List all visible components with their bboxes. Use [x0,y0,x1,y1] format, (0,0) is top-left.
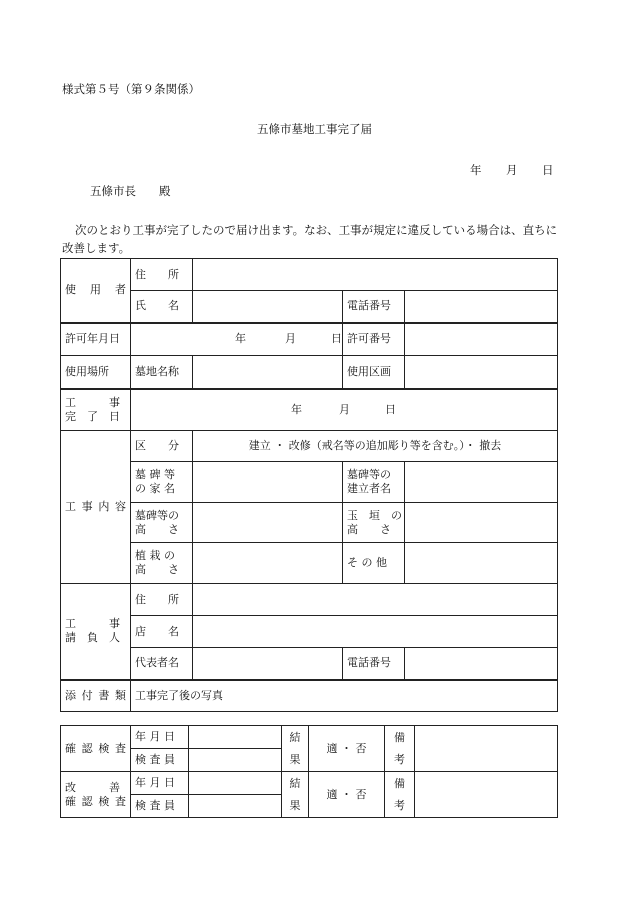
date-label: 年 月 日 [131,726,189,749]
remarks-field[interactable] [415,726,558,772]
planting-height-label: 植 栽 の 高 さ [131,543,193,584]
phone-label: 電話番号 [343,291,405,323]
inspector-field-2[interactable] [189,795,282,818]
permit-number-field[interactable] [405,323,558,356]
result-value[interactable]: 適 ・ 否 [309,726,385,772]
contractor-label: 工 事 請 負 人 [61,584,131,680]
check-date-field[interactable] [189,726,282,749]
contractor-phone-field[interactable] [405,648,558,680]
name-field[interactable] [193,291,343,323]
remarks-field-2[interactable] [415,772,558,818]
permit-date-field[interactable] [131,323,343,356]
user-label: 使 用 者 [61,259,131,323]
intro-line-1: 次のとおり工事が完了したので届け出ます。なお、工事が規定に違反している場合は、直ちに [75,223,558,237]
complete-year: 年 [291,402,302,416]
use-section-label: 使用区画 [343,356,405,389]
tombstone-height-label: 墓碑等の 高 さ [131,503,193,543]
representative-field[interactable] [193,648,343,680]
permit-number-label: 許可番号 [343,323,405,356]
contractor-address-label: 住 所 [131,584,193,616]
page-title: 五條市墓地工事完了届 [257,122,372,136]
improve-date-field[interactable] [189,772,282,795]
tombstone-family-label: 墓 碑 等 の 家 名 [131,462,193,503]
category-value[interactable]: 建立 ・ 改修（戒名等の追加彫り等を含む。）・ 撤去 [193,431,558,462]
other-label: そ の 他 [343,543,405,584]
permit-date-label: 許可年月日 [61,323,131,356]
attachments-value: 工事完了後の写真 [131,680,558,712]
fence-height-field[interactable] [405,503,558,543]
tombstone-builder-label: 墓碑等の 建立者名 [343,462,405,503]
result-label-2: 結 果 [282,772,309,818]
inspection-table [60,725,558,818]
check-label: 確認検査 [61,726,131,772]
result-label: 結 果 [282,726,309,772]
address-label: 住 所 [131,259,193,291]
inspector-label: 検 査 員 [131,749,189,772]
date-label-2: 年 月 日 [131,772,189,795]
work-complete-date-field[interactable] [131,389,558,431]
fence-height-label: 玉 垣 の 高 さ [343,503,405,543]
remarks-label-2: 備 考 [385,772,415,818]
attachments-label: 添付書類 [61,680,131,712]
result-value-2[interactable]: 適 ・ 否 [309,772,385,818]
other-field[interactable] [405,543,558,584]
permit-date-year: 年 [235,332,246,346]
contractor-phone-label: 電話番号 [343,648,405,680]
work-complete-label: 工 事 完 了 日 [61,389,131,431]
address-field[interactable] [193,259,558,291]
complete-month: 月 [339,402,350,416]
shop-name-label: 店 名 [131,616,193,648]
name-label: 氏 名 [131,291,193,323]
date-month: 月 [506,163,518,177]
cemetery-name-field[interactable] [193,356,343,389]
permit-date-day: 日 [331,332,342,346]
permit-date-month: 月 [285,332,296,346]
inspector-label-2: 検 査 員 [131,795,189,818]
work-content-label: 工事内容 [61,431,131,584]
category-label: 区 分 [131,431,193,462]
tombstone-height-field[interactable] [193,503,343,543]
tombstone-builder-field[interactable] [405,462,558,503]
use-section-field[interactable] [405,356,558,389]
form-number: 様式第５号（第９条関係） [62,82,200,96]
complete-day: 日 [385,402,396,416]
remarks-label: 備 考 [385,726,415,772]
planting-height-field[interactable] [193,543,343,584]
phone-field[interactable] [405,291,558,323]
application-table [60,258,558,712]
intro-line-2: 改善します。 [62,241,131,255]
use-location-label: 使用場所 [61,356,131,389]
contractor-address-field[interactable] [193,584,558,616]
addressee: 五條市長 殿 [90,184,171,198]
shop-name-field[interactable] [193,616,558,648]
inspector-field[interactable] [189,749,282,772]
date-year: 年 [470,163,482,177]
representative-label: 代表者名 [131,648,193,680]
cemetery-name-label: 墓地名称 [131,356,193,389]
improve-label: 改 善 確認検査 [61,772,131,818]
tombstone-family-field[interactable] [193,462,343,503]
date-day: 日 [542,163,554,177]
